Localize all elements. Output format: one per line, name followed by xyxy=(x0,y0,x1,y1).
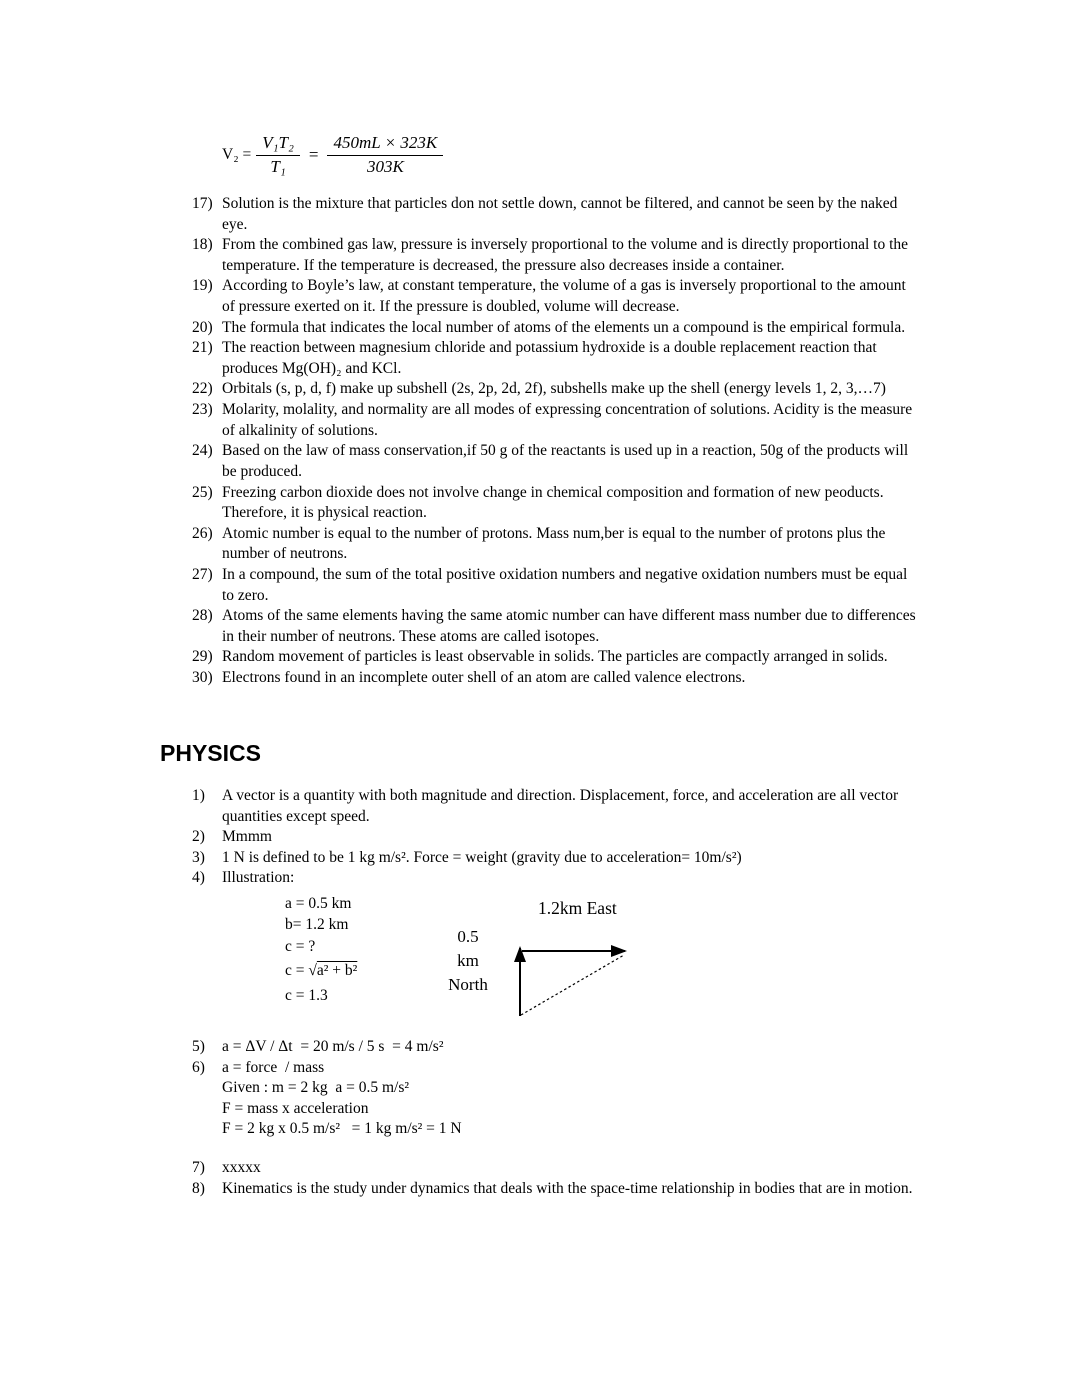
illustration-label: Illustration: xyxy=(222,869,295,887)
item-number: 27) xyxy=(192,565,213,583)
calc-line: c = 1.3 xyxy=(285,987,328,1005)
item-text xyxy=(222,1058,922,1140)
fraction-numerator: 450mL × 323K xyxy=(327,133,443,155)
calc-line: a = 0.5 km xyxy=(285,894,352,912)
calc-line: c = ? xyxy=(285,937,316,955)
formula-lhs: V₂ = xyxy=(222,145,252,163)
item-number: 23) xyxy=(192,401,213,419)
item-number: 28) xyxy=(192,607,213,625)
item-number: 29) xyxy=(192,648,213,666)
vector-diagram xyxy=(222,889,922,1029)
list-item xyxy=(192,868,922,1037)
item-number: 22) xyxy=(192,380,213,398)
item-number: 1) xyxy=(192,786,205,804)
equals-sign: = xyxy=(308,144,319,164)
item-number: 19) xyxy=(192,277,213,295)
physics-heading: PHYSICS xyxy=(160,739,261,766)
work-line: F = 2 kg x 0.5 m/s² = 1 kg m/s² = 1 N xyxy=(222,1120,462,1138)
item-number: 2) xyxy=(192,828,205,846)
list-item xyxy=(192,235,922,276)
calc-line: b= 1.2 km xyxy=(285,916,349,934)
item-number: 4) xyxy=(192,869,205,887)
list-item xyxy=(192,848,922,869)
list-item xyxy=(192,276,922,317)
list-item xyxy=(192,1058,922,1140)
item-number: 30) xyxy=(192,669,213,687)
resultant-dotted-line xyxy=(521,955,624,1015)
item-number: 17) xyxy=(192,195,213,212)
work-line: a = force / mass xyxy=(222,1058,325,1076)
item-text: Kinematics is the study under dynamics that deals with the space-time relationship in bodies that are in motion. xyxy=(222,1179,913,1197)
item-number: 26) xyxy=(192,524,213,542)
item-text xyxy=(222,868,922,1037)
item-text: 1 N is defined to be 1 kg m/s². Force = weight (gravity due to acceleration= 10m/s²) xyxy=(222,848,742,866)
sqrt-prefix: c = xyxy=(285,962,309,980)
list-item xyxy=(192,318,922,339)
item-number: 20) xyxy=(192,318,213,336)
calc-line-sqrt xyxy=(285,957,357,985)
item-text: In a compound, the sum of the total positive oxidation numbers and negative oxidation numbers must be equal to zero. xyxy=(222,565,908,604)
formula-fraction-1 xyxy=(256,133,300,176)
list-item xyxy=(192,400,922,441)
list-item xyxy=(192,786,922,827)
fraction-denominator: T₁ xyxy=(270,156,286,176)
item-text: Orbitals (s, p, d, f) make up subshell (2s, 2p, 2d, 2f), subshells make up the shell (energy levels 1, 2, 3,…7) xyxy=(222,380,886,398)
item-number: 5) xyxy=(192,1037,205,1055)
work-line: F = mass x acceleration xyxy=(222,1099,369,1117)
item-number: 7) xyxy=(192,1159,205,1177)
list-item xyxy=(192,1158,922,1179)
item-text: Molarity, molality, and normality are all modes of expressing concentration of solutions. Acidity is the measure of alkalinity of solutions. xyxy=(222,401,913,439)
list-item xyxy=(192,441,922,482)
item-text: Solution is the mixture that particles don not settle down, cannot be filtered, and cannot be seen by the naked eye. xyxy=(222,195,898,233)
item-text: xxxxx xyxy=(222,1159,261,1177)
radical-sign: √ xyxy=(308,962,317,980)
item-number: 24) xyxy=(192,442,213,460)
list-item xyxy=(192,524,922,565)
list-item xyxy=(192,827,922,848)
vector-calculation xyxy=(285,893,357,1007)
work-line: Given : m = 2 kg a = 0.5 m/s² xyxy=(222,1079,410,1097)
list-item xyxy=(192,565,922,606)
item-text: Random movement of particles is least observable in solids. The particles are compactly arranged in solids. xyxy=(222,648,888,666)
item-text: The formula that indicates the local number of atoms of the elements un a compound is the empirical formula. xyxy=(222,318,906,336)
gas-law-formula xyxy=(222,126,922,184)
item-text: From the combined gas law, pressure is inversely proportional to the volume and is directly proportional to the temperature. If the temperature is decreased, the pressure also decreases inside a container. xyxy=(222,236,909,274)
item-text: The reaction between magnesium chloride and potassium hydroxide is a double replacement reaction that produces Mg(OH)₂ and KCl. xyxy=(222,339,877,377)
item-number: 8) xyxy=(192,1179,205,1197)
physics-answer-list xyxy=(192,786,922,1199)
fraction-denominator: 303K xyxy=(366,156,404,176)
list-item xyxy=(192,379,922,400)
list-item xyxy=(192,1037,922,1058)
north-axis-label: 0.5 km North xyxy=(448,926,488,994)
item-text: Electrons found in an incomplete outer shell of an atom are called valence electrons. xyxy=(222,669,746,687)
item-number: 6) xyxy=(192,1058,205,1076)
list-item xyxy=(192,606,922,647)
list-item xyxy=(192,1179,922,1200)
item-text: Atoms of the same elements having the same atomic number can have different mass number due to differences in their number of neutrons. These atoms are called isotopes. xyxy=(222,607,916,645)
item-text: A vector is a quantity with both magnitude and direction. Displacement, force, and acceleration are all vector quantities except speed. xyxy=(222,786,899,825)
item-text: Based on the law of mass conservation,if 50 g of the reactants is used up in a reaction, 50g of the products will be produced. xyxy=(222,442,909,480)
fraction-numerator: V₁T₂ xyxy=(256,133,300,155)
item-text: Mmmm xyxy=(222,828,272,846)
formula-fraction-2 xyxy=(327,133,443,176)
list-item xyxy=(192,668,922,689)
radicand: a² + b² xyxy=(316,962,358,980)
list-item xyxy=(192,338,922,379)
item-number: 18) xyxy=(192,236,213,254)
item-number: 3) xyxy=(192,848,205,866)
east-vector-label: 1.2km East xyxy=(538,897,617,918)
vector-arrows-drawing xyxy=(507,934,647,1029)
list-item xyxy=(192,647,922,668)
item-text: Atomic number is equal to the number of protons. Mass num,ber is equal to the number of protons plus the number of neutrons. xyxy=(222,524,886,563)
chemistry-answer-list xyxy=(192,194,922,689)
item-number: 25) xyxy=(192,483,213,501)
item-text: Freezing carbon dioxide does not involve change in chemical composition and formation of new peoducts. Therefore, it is physical reaction. xyxy=(222,483,884,522)
item-text: According to Boyle’s law, at constant temperature, the volume of a gas is inversely proportional to the amount of pressure exerted on it. If the pressure is doubled, volume will decrease. xyxy=(222,277,906,316)
list-item xyxy=(192,483,922,524)
list-item xyxy=(192,194,922,235)
item-number: 21) xyxy=(192,339,213,357)
item-text: a = ΔV / Δt = 20 m/s / 5 s = 4 m/s² xyxy=(222,1037,444,1055)
